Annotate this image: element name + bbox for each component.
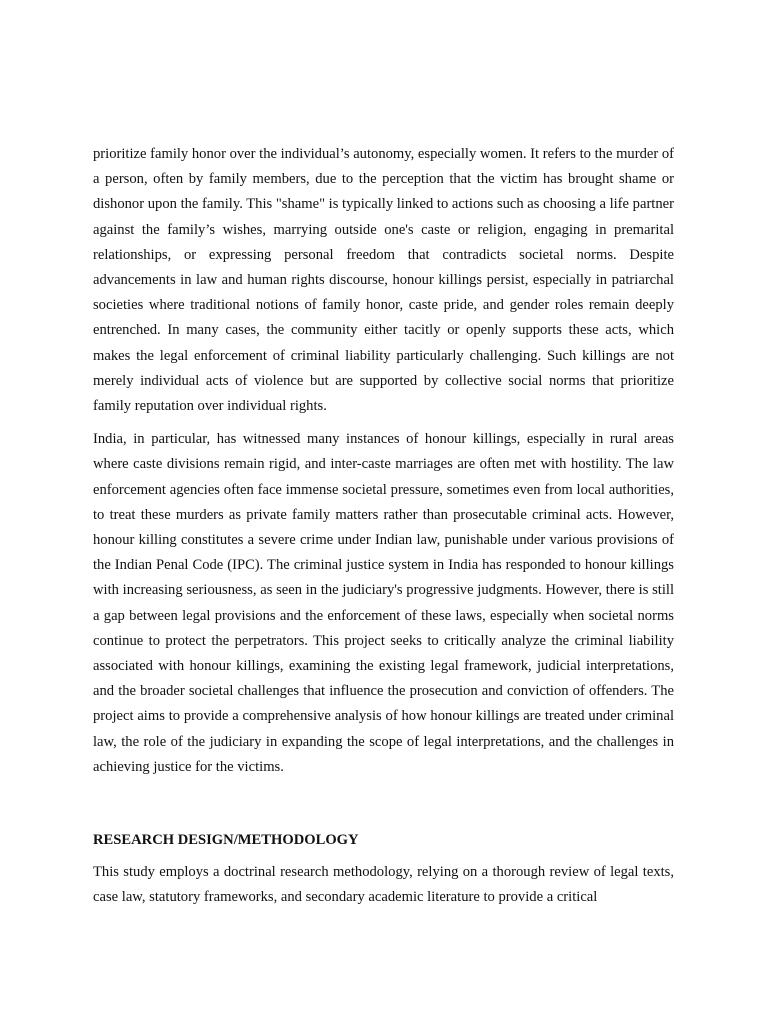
section-paragraph: This study employs a doctrinal research methodology, relying on a thorough review of legal texts, case law, statutory frameworks, and secondary academic literature to provide a critical bbox=[93, 864, 674, 906]
document-page bbox=[93, 142, 674, 911]
body-paragraph-1: prioritize family honor over the individual’s autonomy, especially women. It refers to the murder of a person, often by family members, due to the perception that the victim has brought shame or dishonor upon the family. This "shame" is typically linked to actions such as choosing a life partner against the family’s wishes, marrying outside one's caste or religion, engaging in premarital relationships, or expressing personal freedom that contradicts societal norms. Despite advancements in law and human rights discourse, honour killings persist, especially in patriarchal societies where traditional notions of family honor, caste pride, and gender roles remain deeply entrenched. In many cases, the community either tacitly or openly supports these acts, which makes the legal enforcement of criminal liability particularly challenging. Such killings are not merely individual acts of violence but are supported by collective social norms that prioritize family reputation over individual rights. bbox=[93, 146, 675, 415]
body-paragraph-2: India, in particular, has witnessed many instances of honour killings, especially in rural areas where caste divisions remain rigid, and inter-caste marriages are often met with hostility. The law enforcement agencies often face immense societal pressure, sometimes even from local authorities, to treat these murders as private family matters rather than prosecutable criminal acts. However, honour killing constitutes a severe crime under Indian law, punishable under various provisions of the Indian Penal Code (IPC). The criminal justice system in India has responded to honour killings with increasing seriousness, as seen in the judiciary's progressive judgments. However, there is still a gap between legal provisions and the enforcement of these laws, especially when societal norms continue to protect the perpetrators. This project seeks to critically analyze the criminal liability associated with honour killings, examining the existing legal framework, judicial interpretations, and the broader societal challenges that influence the prosecution and conviction of offenders. The project aims to provide a comprehensive analysis of how honour killings are treated under criminal law, the role of the judiciary in expanding the scope of legal interpretations, and the challenges in achieving justice for the victims. bbox=[93, 431, 674, 775]
section-heading: RESEARCH DESIGN/METHODOLOGY bbox=[93, 832, 359, 849]
